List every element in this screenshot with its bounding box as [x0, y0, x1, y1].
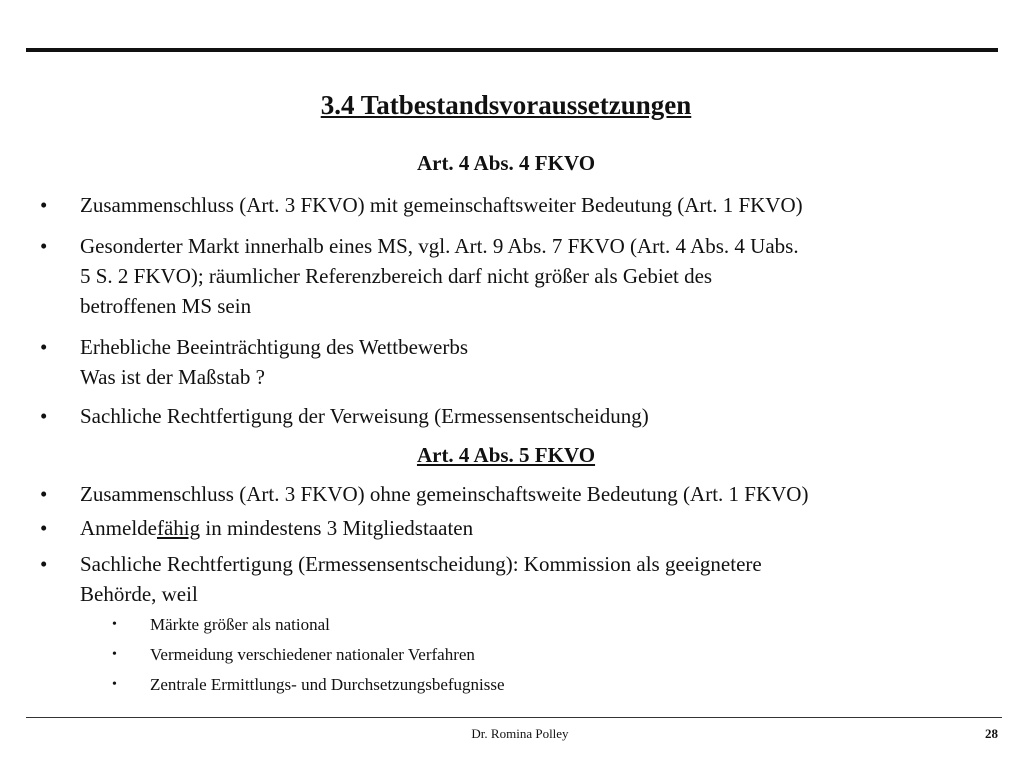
bullet-text: Sachliche Rechtfertigung (Ermessensentscheidung): Kommission als geeignetere Behörde, weil	[80, 552, 762, 606]
bullet-dot: •	[40, 234, 48, 258]
sub-bullet-dot: •	[112, 677, 117, 692]
underlined-word: fähig	[156, 516, 201, 540]
sub-bullet-text: Zentrale Ermittlungs- und Durchsetzungsbefugnisse	[150, 675, 505, 694]
section-heading-art-4-abs-4: Art. 4 Abs. 4 FKVO	[416, 151, 596, 175]
footer-author: Dr. Romina Polley	[471, 726, 569, 741]
bullet-dot: •	[40, 193, 48, 217]
bullet-dot: •	[40, 516, 48, 540]
bullet-text	[80, 513, 980, 543]
bullet-text: Zusammenschluss (Art. 3 FKVO) ohne gemeinschaftsweite Bedeutung (Art. 1 FKVO)	[80, 482, 809, 506]
bullet-text: Sachliche Rechtfertigung der Verweisung (Ermessensentscheidung)	[80, 404, 649, 428]
footer-page-number: 28	[985, 726, 998, 741]
slide-title: 3.4 Tatbestandsvoraussetzungen	[320, 90, 692, 120]
bullet-dot: •	[40, 552, 48, 576]
sub-bullet-text: Märkte größer als national	[150, 615, 330, 634]
bullet-dot: •	[40, 404, 48, 428]
bullet-dot: •	[40, 482, 48, 506]
bullet-text: Zusammenschluss (Art. 3 FKVO) mit gemeinschaftsweiter Bedeutung (Art. 1 FKVO)	[80, 193, 803, 217]
bullet-text-prefix: Anmelde	[80, 516, 157, 540]
sub-bullet-dot: •	[112, 647, 117, 662]
section-heading-art-4-abs-5: Art. 4 Abs. 5 FKVO	[416, 443, 596, 467]
sub-bullet-text: Vermeidung verschiedener nationaler Verfahren	[150, 645, 475, 664]
sub-bullet-dot: •	[112, 617, 117, 632]
bullet-text: Erhebliche Beeinträchtigung des Wettbewerbs Was ist der Maßstab ?	[80, 335, 469, 389]
bullet-dot: •	[40, 335, 48, 359]
top-rule	[26, 48, 998, 52]
bullet-text: Gesonderter Markt innerhalb eines MS, vgl. Art. 9 Abs. 7 FKVO (Art. 4 Abs. 4 Uabs. 5 S. 2 FKVO); räumlicher Referenzbereich darf nicht größer als Gebiet des betroffenen MS sein	[80, 234, 799, 318]
bottom-rule	[26, 717, 1002, 718]
bullet-text-suffix: in mindestens 3 Mitgliedstaaten	[200, 516, 474, 540]
